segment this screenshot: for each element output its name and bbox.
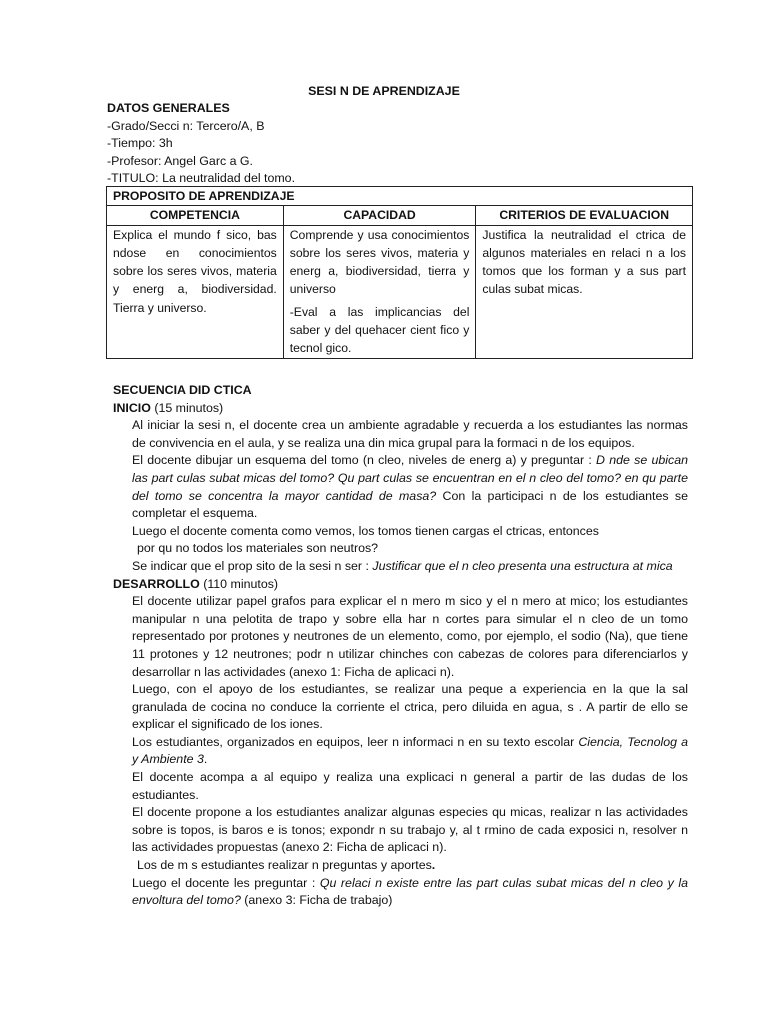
inicio-p4-purpose: Justificar que el n cleo presenta una estructura at mica	[372, 558, 673, 573]
proposito-header: PROPOSITO DE APRENDIZAJE	[107, 187, 693, 206]
desarrollo-time: (110 minutos)	[199, 576, 279, 591]
inicio-paragraph-2	[113, 452, 688, 522]
desarrollo-paragraph-4: El docente acompa a al equipo y realiza una explicaci n general a partir de las dudas de los estudiantes.	[132, 770, 688, 802]
desarrollo-paragraph-2: Luego, con el apoyo de los estudiantes, se realizar una peque a experiencia en la que la sal granulada de cocina no conduce la corriente el ctrica, pero diluida en agua, s . A partir de ello se explicar el significado de los iones.	[132, 682, 688, 732]
col-criterios: CRITERIOS DE EVALUACION	[476, 206, 693, 225]
cell-competencia: Explica el mundo f sico, bas ndose en conocimientos sobre los seres vivos, materia y energ a, biodiversidad. Tierra y universo.	[107, 225, 284, 358]
inicio-paragraph-3: Luego el docente comenta como vemos, los tomos tienen cargas el ctricas, entonces	[132, 523, 599, 538]
desarrollo-label: DESARROLLO	[113, 576, 200, 591]
des-p3-text: Los estudiantes, organizados en equipos, leer n informaci n en su texto escolar	[132, 734, 579, 749]
inicio-p2-text: El docente dibujar un esquema del tomo (n cleo, niveles de energ a) y preguntar :	[132, 453, 597, 468]
desarrollo-paragraph-5: El docente propone a los estudiantes analizar algunas especies qu micas, realizar n las actividades sobre is topos, is baros e is tonos; expondr n su trabajo y, al t rmino de cada exposici n, resolver n las actividades propuestas (anexo 2: Ficha de aplicaci n).	[132, 805, 688, 855]
inicio-paragraph-4	[113, 558, 688, 576]
inicio-time: (15 minutos)	[150, 400, 224, 415]
cell-criterios: Justifica la neutralidad el ctrica de algunos materiales en relaci n a los tomos que los forman y a sus part culas subat micas.	[476, 225, 693, 358]
des-p3-book: Ciencia, Tecnolog a y Ambiente 3	[132, 734, 688, 767]
inicio-heading	[113, 400, 688, 418]
des-p7-text: Luego el docente les preguntar :	[132, 875, 320, 890]
inicio-paragraph-3b: por qu no todos los materiales son neutros?	[137, 541, 379, 556]
des-p6-text: Los de m s estudiantes realizar n preguntas y aportes	[137, 858, 432, 873]
datos-grado: -Grado/Secci n: Tercero/A, B	[107, 118, 265, 133]
datos-profesor: -Profesor: Angel Garc a G.	[107, 153, 253, 168]
secuencia-heading: SECUENCIA DID CTICA	[113, 383, 252, 397]
datos-heading: DATOS GENERALES	[107, 101, 230, 115]
inicio-p2-end: Con la participaci n de los estudiantes se completar el esquema.	[132, 488, 688, 521]
desarrollo-heading	[113, 576, 688, 594]
desarrollo-paragraph-1: El docente utilizar papel grafos para explicar el n mero m sico y el n mero at mico; los estudiantes manipular n una pelotita de trapo y sobre ella har n cortes para simular el n cleo de un tomo representado por protones y neutrones de un elemento, como, por ejemplo, el sodio (Na), que tiene 11 protones y 12 neutrones; podr n utilizar chinches con cabezas de colores para diferenciarlos y desarrollar n las actividades (anexo 1: Ficha de aplicaci n).	[132, 594, 688, 679]
capacidad-item-2: -Eval a las implicancias del saber y del quehacer cient fico y tecnol gico.	[289, 304, 470, 356]
des-p3-end: .	[203, 752, 208, 767]
datos-tiempo: -Tiempo: 3h	[107, 136, 173, 151]
inicio-paragraph-1: Al iniciar la sesi n, el docente crea un ambiente agradable y recuerda a los estudiantes las normas de convivencia en el aula, y se realiza una din mica grupal para la formaci n de los equipos.	[132, 418, 688, 450]
capacidad-item-1: Comprende y usa conocimientos sobre los seres vivos, materia y energ a, biodiversidad, tierra y universo	[289, 227, 470, 297]
secuencia-didactica	[113, 382, 688, 910]
proposito-table	[106, 186, 693, 359]
desarrollo-paragraph-7	[113, 875, 688, 910]
desarrollo-paragraph-3	[113, 734, 688, 769]
des-p7-question: Qu relaci n existe entre las part culas subat micas del n cleo y la envoltura del tomo?	[132, 875, 688, 908]
inicio-p2-questions: D nde se ubican las part culas subat micas del tomo? Qu part culas se encuentran en el n cleo del tomo? en qu parte del tomo se concentra la mayor cantidad de masa?	[132, 453, 688, 503]
cell-capacidad	[283, 225, 476, 358]
col-capacidad: CAPACIDAD	[283, 206, 476, 225]
inicio-p4-text: Se indicar que el prop sito de la sesi n ser :	[132, 558, 373, 573]
des-p6-end: .	[431, 858, 436, 873]
desarrollo-paragraph-6	[113, 857, 688, 875]
datos-generales	[107, 100, 295, 188]
des-p7-end: (anexo 3: Ficha de trabajo)	[240, 893, 393, 908]
inicio-label: INICIO	[113, 400, 151, 415]
col-competencia: COMPETENCIA	[107, 206, 284, 225]
document-title: SESI N DE APRENDIZAJE	[308, 84, 460, 98]
datos-titulo: -TITULO: La neutralidad del tomo.	[107, 171, 296, 186]
